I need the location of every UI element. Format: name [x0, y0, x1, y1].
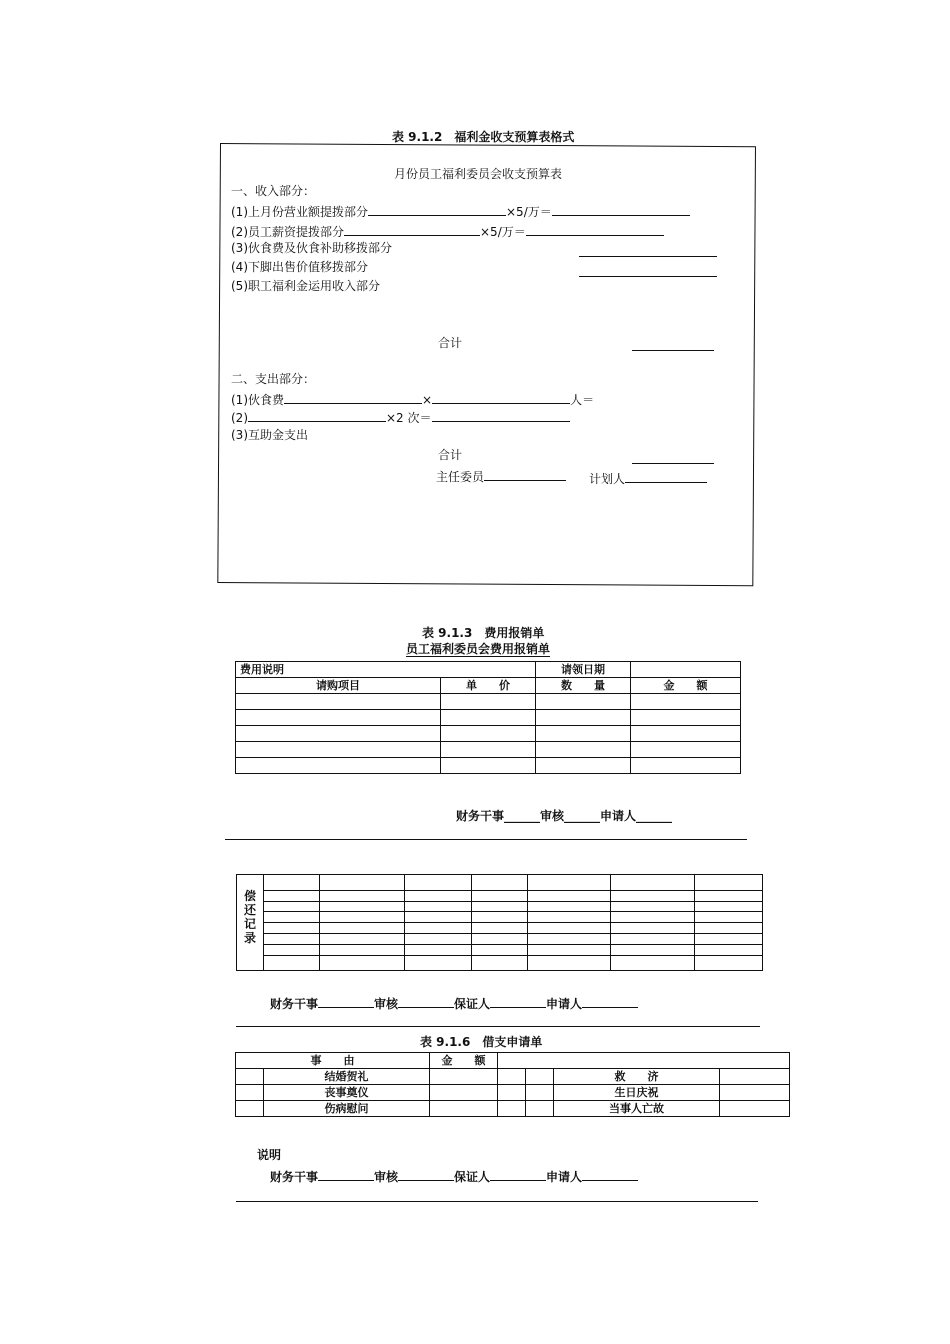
- checkbox-cell[interactable]: [526, 1085, 554, 1101]
- expense-item-1-operator: ×: [422, 393, 433, 407]
- finance-officer-blank[interactable]: [318, 1168, 374, 1181]
- checkbox-cell[interactable]: [526, 1069, 554, 1085]
- table-row: [236, 1101, 790, 1117]
- income-item-3-blank[interactable]: [579, 256, 717, 257]
- repayment-record-table: [236, 874, 763, 971]
- row-rule: [263, 933, 762, 934]
- guarantor-blank[interactable]: [490, 995, 546, 1008]
- loan-signatures: [270, 1168, 638, 1184]
- expense-total-blank[interactable]: [632, 463, 714, 464]
- applicant-blank[interactable]: [582, 1168, 638, 1181]
- reason-birthday: 生日庆祝: [554, 1085, 720, 1101]
- income-item-2-result-blank[interactable]: [526, 223, 664, 236]
- budget-form-title: 月份员工福利委员会收支预算表: [394, 167, 563, 181]
- income-item-5-label: (5)职工福利金运用收入部分: [231, 279, 380, 293]
- expense-description-label: 费用说明: [236, 662, 536, 678]
- income-item-2: [231, 223, 664, 239]
- table-cell[interactable]: [441, 758, 536, 774]
- table-cell[interactable]: [441, 710, 536, 726]
- reason-funeral-condolence: 丧事奠仪: [264, 1085, 430, 1101]
- table-912-caption: 表 9.1.2 福利金收支预算表格式: [392, 130, 575, 144]
- expense-claim-signatures: 财务干事______审核______申请人______: [456, 809, 673, 823]
- expense-item-2-operator: ×2 次＝: [386, 411, 432, 425]
- chair-signature-row: [436, 468, 566, 484]
- claim-date-label: 请领日期: [536, 662, 631, 678]
- repayment-label-char: 记: [243, 917, 256, 931]
- chair-label: 主任委员: [436, 470, 485, 484]
- checkbox-cell[interactable]: [236, 1085, 264, 1101]
- divider-line: [225, 839, 747, 840]
- row-rule: [263, 901, 762, 902]
- checkbox-cell[interactable]: [236, 1101, 264, 1117]
- applicant-label: 申请人: [546, 997, 583, 1011]
- table-row: [236, 710, 741, 726]
- table-cell[interactable]: [536, 758, 631, 774]
- expense-item-1-label: (1)伙食费: [231, 393, 284, 407]
- table-cell[interactable]: [536, 742, 631, 758]
- loan-application-table: [235, 1052, 790, 1117]
- expense-total-label: 合计: [438, 448, 463, 462]
- row-rule: [263, 922, 762, 923]
- expense-item-2-blank[interactable]: [248, 409, 386, 422]
- income-item-1-operator: ×5/万＝: [506, 205, 552, 219]
- repayment-signatures: [270, 995, 638, 1011]
- finance-officer-label: 财务干事: [270, 1170, 319, 1184]
- reason-death: 当事人亡故: [554, 1101, 720, 1117]
- divider-line: [236, 1201, 758, 1202]
- repayment-label-char: 还: [243, 903, 256, 917]
- checkbox-cell[interactable]: [236, 1069, 264, 1085]
- finance-officer-blank[interactable]: [318, 995, 374, 1008]
- table-cell[interactable]: [441, 726, 536, 742]
- income-item-1-blank[interactable]: [368, 203, 506, 216]
- claim-date-cell[interactable]: [631, 662, 741, 678]
- row-rule: [263, 911, 762, 912]
- table-cell[interactable]: [441, 694, 536, 710]
- expense-section-heading: 二、支出部分：: [231, 372, 316, 386]
- planner-signature-row: [589, 470, 707, 486]
- finance-officer-label: 财务干事: [270, 997, 319, 1011]
- table-916-caption: 表 9.1.6 借支申请单: [420, 1035, 543, 1049]
- planner-label: 计划人: [589, 472, 626, 486]
- row-rule: [263, 890, 762, 891]
- audit-blank[interactable]: [398, 995, 454, 1008]
- income-item-1: [231, 203, 690, 219]
- amount-cell[interactable]: [498, 1085, 526, 1101]
- table-cell[interactable]: [441, 742, 536, 758]
- table-cell[interactable]: [536, 710, 631, 726]
- expense-item-2: [231, 409, 570, 425]
- table-row: [236, 726, 741, 742]
- note-label: 说明: [257, 1148, 282, 1162]
- table-cell[interactable]: [631, 726, 741, 742]
- table-913-caption: 表 9.1.3 费用报销单: [422, 626, 545, 640]
- amount-cell[interactable]: [430, 1085, 498, 1101]
- row-rule: [263, 955, 762, 956]
- table-row: [236, 694, 741, 710]
- income-item-1-label: (1)上月份营业额提拨部分: [231, 205, 368, 219]
- expense-item-1-blank-b[interactable]: [432, 391, 570, 404]
- income-item-2-blank[interactable]: [344, 223, 480, 236]
- reason-relief: 救 济: [554, 1069, 720, 1085]
- expense-claim-table: [235, 661, 741, 774]
- repayment-label-char: 录: [243, 931, 256, 945]
- expense-item-1: [231, 391, 594, 407]
- reason-wedding-gift: 结婚贺礼: [264, 1069, 430, 1085]
- income-item-4-label: (4)下脚出售价值移拨部分: [231, 260, 368, 274]
- row-rule: [263, 944, 762, 945]
- income-total-blank[interactable]: [632, 350, 714, 351]
- guarantor-blank[interactable]: [490, 1168, 546, 1181]
- income-item-4-blank[interactable]: [579, 276, 717, 277]
- amount-header: 金 额: [430, 1053, 498, 1069]
- reason-injury-sympathy: 伤病慰问: [264, 1101, 430, 1117]
- column-header-item: 请购项目: [236, 678, 441, 694]
- table-cell[interactable]: [631, 742, 741, 758]
- chair-signature-blank[interactable]: [484, 468, 566, 481]
- repayment-record-label: [242, 889, 258, 945]
- guarantor-label: 保证人: [454, 997, 491, 1011]
- divider-line: [236, 1026, 760, 1027]
- amount-cell[interactable]: [720, 1085, 790, 1101]
- table-cell[interactable]: [236, 742, 441, 758]
- applicant-label: 申请人: [546, 1170, 583, 1184]
- income-item-2-label: (2)员工薪资提拨部分: [231, 225, 344, 239]
- applicant-blank[interactable]: [582, 995, 638, 1008]
- expense-item-1-blank-a[interactable]: [284, 391, 422, 404]
- expense-item-1-persons: 人＝: [570, 393, 595, 407]
- audit-label: 审核: [374, 997, 399, 1011]
- expense-item-2-label: (2): [231, 411, 248, 425]
- expense-claim-subtitle: 员工福利委员会费用报销单: [406, 642, 551, 656]
- amount-cell[interactable]: [430, 1069, 498, 1085]
- income-item-1-result-blank[interactable]: [552, 203, 690, 216]
- audit-blank[interactable]: [398, 1168, 454, 1181]
- table-row: [236, 742, 741, 758]
- table-row: [236, 1069, 790, 1085]
- table-cell[interactable]: [631, 710, 741, 726]
- amount-cell[interactable]: [430, 1101, 498, 1117]
- expense-item-3-label: (3)互助金支出: [231, 428, 308, 442]
- table-cell[interactable]: [631, 694, 741, 710]
- income-item-3-label: (3)伙食费及伙食补助移拨部分: [231, 241, 392, 255]
- table-row: [236, 1085, 790, 1101]
- table-cell[interactable]: [631, 758, 741, 774]
- checkbox-cell[interactable]: [526, 1101, 554, 1117]
- repayment-label-char: 偿: [243, 889, 256, 903]
- planner-signature-blank[interactable]: [625, 470, 707, 483]
- table-cell[interactable]: [236, 758, 441, 774]
- audit-label: 审核: [374, 1170, 399, 1184]
- amount-cell[interactable]: [720, 1069, 790, 1085]
- column-header-amount: 金 额: [631, 678, 741, 694]
- reason-header: 事 由: [236, 1053, 430, 1069]
- amount-cell[interactable]: [498, 1069, 526, 1085]
- table-cell[interactable]: [236, 726, 441, 742]
- amount-cell[interactable]: [498, 1101, 526, 1117]
- table-row: [236, 758, 741, 774]
- table-cell[interactable]: [236, 710, 441, 726]
- expense-item-2-result-blank[interactable]: [432, 409, 570, 422]
- table-cell[interactable]: [236, 694, 441, 710]
- income-section-heading: 一、收入部分：: [231, 184, 316, 198]
- column-header-unit-price: 单 价: [441, 678, 536, 694]
- header-blank: [498, 1053, 790, 1069]
- income-item-2-operator: ×5/万＝: [480, 225, 526, 239]
- table-cell[interactable]: [536, 726, 631, 742]
- income-total-label: 合计: [438, 336, 463, 350]
- amount-cell[interactable]: [720, 1101, 790, 1117]
- table-cell[interactable]: [536, 694, 631, 710]
- column-header-quantity: 数 量: [536, 678, 631, 694]
- guarantor-label: 保证人: [454, 1170, 491, 1184]
